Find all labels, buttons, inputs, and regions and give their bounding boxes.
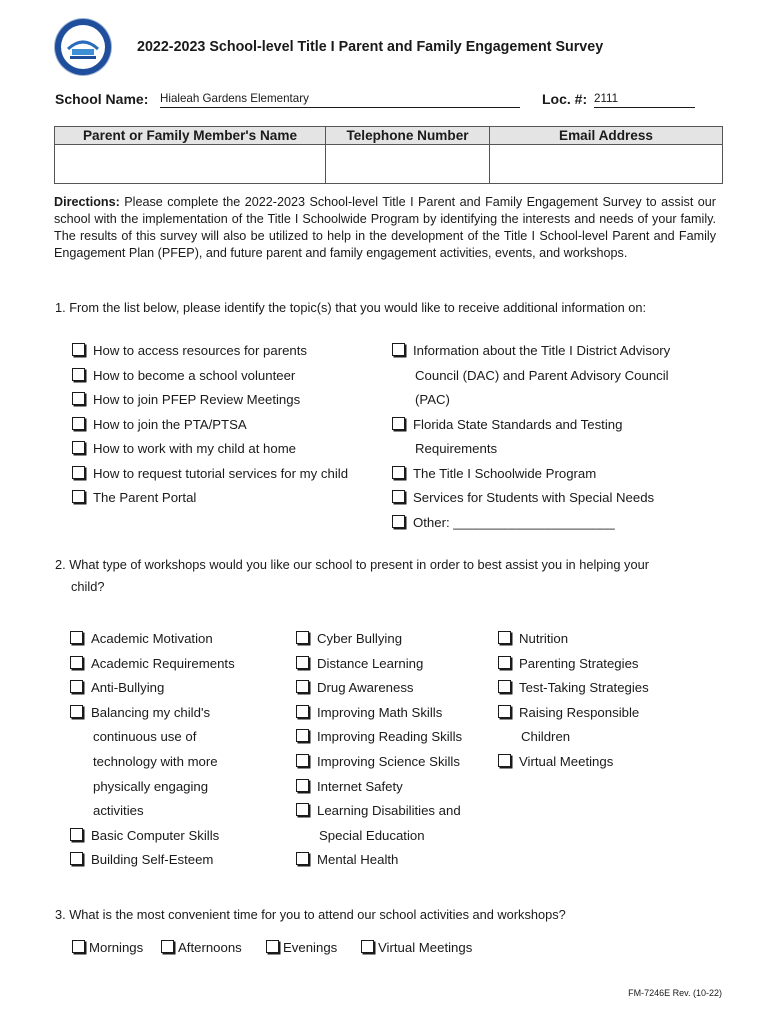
option-label: Improving Science Skills (317, 754, 460, 769)
option-label-continued: (PAC) (415, 392, 450, 407)
option-the-parent-portal[interactable] (72, 489, 196, 507)
option-mental-health[interactable] (296, 851, 398, 869)
option-services-for-students-with-special-needs[interactable] (392, 489, 654, 507)
option-basic-computer-skills[interactable] (70, 827, 219, 845)
directions-label: Directions: (54, 195, 120, 209)
option-label: Services for Students with Special Needs (413, 490, 655, 505)
option-label-continued: technology with more (93, 754, 218, 769)
checkbox-icon[interactable] (72, 466, 85, 479)
question-2-line1: 2. What type of workshops would you like our school to present in order to best assist you in helping your (55, 557, 649, 572)
checkbox-icon[interactable] (72, 940, 85, 953)
question-1: 1. From the list below, please identify the topic(s) that you would like to receive additional information on: (55, 300, 647, 315)
school-name-label: School Name: (55, 91, 149, 107)
option-afternoons[interactable] (161, 939, 242, 957)
checkbox-icon[interactable] (296, 779, 309, 792)
checkbox-icon[interactable] (161, 940, 174, 953)
checkbox-icon[interactable] (70, 705, 83, 718)
checkbox-icon[interactable] (70, 680, 83, 693)
option-label: Virtual Meetings (519, 754, 614, 769)
option-virtual-meetings[interactable] (361, 939, 472, 957)
option-nutrition[interactable] (498, 630, 568, 648)
option-label: Cyber Bullying (317, 631, 403, 646)
checkbox-icon[interactable] (70, 631, 83, 644)
option-label: Florida State Standards and Testing (413, 416, 623, 432)
option-label: Evenings (283, 940, 338, 955)
option-label: How to join the PTA/PTSA (93, 416, 247, 432)
option-label-continued: Special Education (319, 827, 425, 843)
option-label-continued: Children (521, 729, 571, 745)
name-column-header: Parent or Family Member's Name (55, 127, 326, 145)
checkbox-icon[interactable] (296, 754, 309, 767)
option-academic-requirements[interactable] (70, 655, 235, 673)
option-label: How to request tutorial services for my child (93, 465, 349, 481)
option-evenings[interactable] (266, 939, 337, 957)
option-other[interactable] (392, 514, 615, 532)
option-label: How to become a school volunteer (93, 367, 296, 383)
option-cyber-bullying[interactable] (296, 630, 402, 648)
option-label: Improving Math Skills (317, 704, 443, 720)
checkbox-icon[interactable] (296, 680, 309, 693)
option-improving-reading-skills[interactable] (296, 728, 462, 746)
directions-text: Please complete the 2022-2023 School-level Title I Parent and Family Engagement Survey to assist our school with the implementation of the Title I Schoolwide Program by identifying the interests and needs of your family. The results of this survey will also be utilized to help in the development of the Title I School-level Parent and Family Engagement Plan (PFEP), and future parent and family engagement activities, events, and workshops. (54, 195, 716, 260)
school-name-field[interactable]: Hialeah Gardens Elementary (160, 92, 520, 108)
option-label-continued: physically engaging (93, 778, 209, 794)
option-label: Building Self-Esteem (91, 852, 214, 868)
option-drug-awareness[interactable] (296, 679, 414, 697)
option-label: Other: ______________________ (413, 514, 615, 530)
checkbox-icon[interactable] (70, 828, 83, 841)
checkbox-icon[interactable] (498, 656, 511, 669)
option-label: Parenting Strategies (519, 655, 639, 671)
option-label: Information about the Title I District Advisory (413, 343, 671, 358)
option-how-to-access-resources-for-parents[interactable] (72, 342, 307, 360)
option-label: Academic Requirements (91, 655, 235, 671)
checkbox-icon[interactable] (72, 368, 85, 381)
form-number: FM-7246E Rev. (10-22) (628, 988, 722, 998)
option-label: The Title I Schoolwide Program (413, 465, 597, 481)
option-mornings[interactable] (72, 939, 143, 957)
phone-column-header: Telephone Number (326, 127, 490, 145)
checkbox-icon[interactable] (296, 852, 309, 865)
option-how-to-work-with-my-child-at-home[interactable] (72, 440, 296, 458)
option-anti-bullying[interactable] (70, 679, 164, 697)
option-test-taking-strategies[interactable] (498, 679, 649, 697)
checkbox-icon[interactable] (498, 680, 511, 693)
option-parenting-strategies[interactable] (498, 655, 639, 673)
checkbox-icon[interactable] (392, 343, 405, 356)
option-florida-state-standards-and-testing[interactable] (392, 416, 622, 434)
email-column-header: Email Address (490, 127, 723, 145)
option-label-continued: continuous use of (93, 729, 197, 745)
option-label: Raising Responsible (519, 704, 640, 720)
option-label: Virtual Meetings (378, 940, 473, 955)
checkbox-icon[interactable] (72, 343, 85, 356)
checkbox-icon[interactable] (392, 515, 405, 528)
school-district-logo (55, 19, 111, 75)
checkbox-icon[interactable] (72, 441, 85, 454)
option-label: Nutrition (519, 631, 569, 646)
option-label: The Parent Portal (93, 490, 197, 505)
option-label: Improving Reading Skills (317, 729, 463, 745)
option-improving-science-skills[interactable] (296, 753, 460, 771)
checkbox-icon[interactable] (361, 940, 374, 953)
option-label-continued: activities (93, 803, 144, 819)
option-building-self-esteem[interactable] (70, 851, 213, 869)
option-label: Balancing my child's (91, 704, 211, 720)
phone-cell[interactable] (326, 145, 490, 184)
checkbox-icon[interactable] (72, 392, 85, 405)
checkbox-icon[interactable] (392, 466, 405, 479)
option-label: How to access resources for parents (93, 343, 308, 358)
option-information-about-the-title-i-district-a[interactable] (392, 342, 670, 360)
name-cell[interactable] (55, 145, 326, 184)
checkbox-icon[interactable] (498, 705, 511, 718)
option-label: Learning Disabilities and (317, 803, 461, 819)
checkbox-icon[interactable] (498, 754, 511, 767)
checkbox-icon[interactable] (498, 631, 511, 644)
option-label: Distance Learning (317, 655, 424, 671)
checkbox-icon[interactable] (70, 656, 83, 669)
option-label: Academic Motivation (91, 631, 213, 646)
page-title: 2022-2023 School-level Title I Parent and Family Engagement Survey (137, 39, 604, 55)
option-distance-learning[interactable] (296, 655, 423, 673)
checkbox-icon[interactable] (296, 656, 309, 669)
option-label: Afternoons (178, 940, 242, 955)
option-virtual-meetings[interactable] (498, 753, 613, 771)
contact-info-table (54, 126, 723, 184)
option-label: Mental Health (317, 852, 399, 868)
option-improving-math-skills[interactable] (296, 704, 442, 722)
option-label: Test-Taking Strategies (519, 680, 649, 696)
option-label: Drug Awareness (317, 680, 414, 696)
option-label: Basic Computer Skills (91, 827, 220, 843)
directions-paragraph (54, 194, 716, 262)
checkbox-icon[interactable] (392, 417, 405, 430)
option-label: Internet Safety (317, 778, 403, 794)
checkbox-icon[interactable] (392, 490, 405, 503)
email-cell[interactable] (490, 145, 723, 184)
option-balancing-my-child-s[interactable] (70, 704, 210, 722)
option-label: Anti-Bullying (91, 680, 165, 696)
checkbox-icon[interactable] (72, 417, 85, 430)
checkbox-icon[interactable] (72, 490, 85, 503)
option-label-continued: Requirements (415, 441, 498, 456)
option-internet-safety[interactable] (296, 778, 403, 796)
option-the-title-i-schoolwide-program[interactable] (392, 465, 596, 483)
checkbox-icon[interactable] (296, 705, 309, 718)
option-learning-disabilities-and[interactable] (296, 802, 461, 820)
option-how-to-request-tutorial-services-for-my-[interactable] (72, 465, 348, 483)
option-label: How to join PFEP Review Meetings (93, 392, 301, 407)
option-academic-motivation[interactable] (70, 630, 213, 648)
checkbox-icon[interactable] (70, 852, 83, 865)
option-raising-responsible[interactable] (498, 704, 639, 722)
checkbox-icon[interactable] (296, 631, 309, 644)
option-label-continued: Council (DAC) and Parent Advisory Council (415, 367, 669, 383)
checkbox-icon[interactable] (296, 729, 309, 742)
question-3: 3. What is the most convenient time for you to attend our school activities and workshops? (55, 907, 566, 922)
option-how-to-become-a-school-volunteer[interactable] (72, 367, 295, 385)
option-label: How to work with my child at home (93, 441, 297, 456)
option-how-to-join-the-pta-ptsa[interactable] (72, 416, 247, 434)
checkbox-icon[interactable] (266, 940, 279, 953)
loc-field[interactable]: 2111 (594, 92, 695, 108)
option-how-to-join-pfep-review-meetings[interactable] (72, 391, 300, 409)
checkbox-icon[interactable] (296, 803, 309, 816)
option-label: Mornings (89, 940, 144, 955)
loc-label: Loc. #: (542, 91, 588, 107)
question-2-line2: child? (71, 579, 105, 594)
